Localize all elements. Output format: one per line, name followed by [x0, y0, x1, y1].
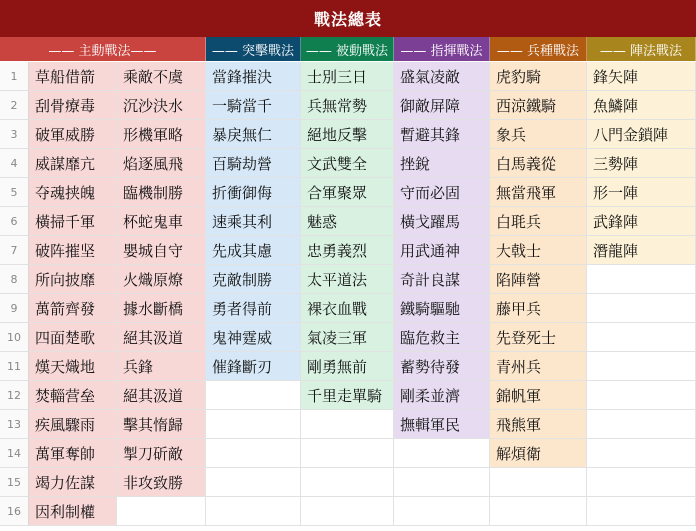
row-number[interactable]: 10 — [0, 323, 29, 352]
cell-assault[interactable]: 勇者得前 — [206, 294, 301, 323]
cell-assault[interactable] — [206, 381, 301, 410]
cell-troop[interactable]: 白毦兵 — [490, 207, 587, 236]
cell-troop[interactable] — [490, 468, 587, 497]
cell-command[interactable]: 用武通神 — [394, 236, 490, 265]
row-number[interactable]: 4 — [0, 149, 29, 178]
cell-formation[interactable]: 形一陣 — [587, 178, 696, 207]
cell-troop[interactable]: 飛熊軍 — [490, 410, 587, 439]
cell-main2[interactable]: 杯蛇鬼車 — [117, 207, 206, 236]
row-number[interactable]: 9 — [0, 294, 29, 323]
cell-main1[interactable]: 萬箭齊發 — [29, 294, 117, 323]
cell-assault[interactable]: 克敵制勝 — [206, 265, 301, 294]
row-number[interactable]: 8 — [0, 265, 29, 294]
cell-formation[interactable]: 八門金鎖陣 — [587, 120, 696, 149]
cell-main2[interactable]: 兵鋒 — [117, 352, 206, 381]
cell-formation[interactable]: 潛龍陣 — [587, 236, 696, 265]
cell-assault[interactable]: 先成其慮 — [206, 236, 301, 265]
cell-passive[interactable]: 氣凌三軍 — [301, 323, 394, 352]
cell-assault[interactable] — [206, 468, 301, 497]
cell-command[interactable]: 蓄勢待發 — [394, 352, 490, 381]
cell-passive[interactable]: 太平道法 — [301, 265, 394, 294]
cell-main1[interactable]: 焚輜营垒 — [29, 381, 117, 410]
cell-troop[interactable]: 解煩衛 — [490, 439, 587, 468]
cell-troop[interactable]: 大戟士 — [490, 236, 587, 265]
cell-main2[interactable]: 臨機制勝 — [117, 178, 206, 207]
cell-main2[interactable]: 絕其汲道 — [117, 323, 206, 352]
cell-formation[interactable] — [587, 323, 696, 352]
cell-formation[interactable]: 魚鱗陣 — [587, 91, 696, 120]
cell-formation[interactable] — [587, 381, 696, 410]
cell-assault[interactable]: 當鋒摧決 — [206, 62, 301, 91]
cell-main2[interactable]: 據水斷橋 — [117, 294, 206, 323]
cell-main2[interactable]: 非攻致勝 — [117, 468, 206, 497]
cell-assault[interactable]: 暴戾無仁 — [206, 120, 301, 149]
cell-main2[interactable]: 掣刀斫敵 — [117, 439, 206, 468]
header-command[interactable]: —— 指揮戰法 — [394, 37, 490, 61]
cell-command[interactable] — [394, 497, 490, 526]
cell-passive[interactable]: 士別三日 — [301, 62, 394, 91]
row-number[interactable]: 11 — [0, 352, 29, 381]
cell-main1[interactable]: 因利制權 — [29, 497, 117, 526]
cell-main2[interactable] — [117, 497, 206, 526]
cell-main2[interactable]: 嬰城自守 — [117, 236, 206, 265]
cell-command[interactable]: 剛柔並濟 — [394, 381, 490, 410]
cell-passive[interactable]: 千里走單騎 — [301, 381, 394, 410]
cell-command[interactable]: 挫銳 — [394, 149, 490, 178]
cell-main1[interactable]: 橫掃千軍 — [29, 207, 117, 236]
row-number[interactable]: 2 — [0, 91, 29, 120]
row-number[interactable]: 14 — [0, 439, 29, 468]
cell-troop[interactable]: 陷陣營 — [490, 265, 587, 294]
cell-main2[interactable]: 乘敵不虞 — [117, 62, 206, 91]
cell-passive[interactable]: 合軍聚眾 — [301, 178, 394, 207]
cell-troop[interactable]: 白馬義從 — [490, 149, 587, 178]
cell-command[interactable]: 橫戈躍馬 — [394, 207, 490, 236]
row-number[interactable]: 7 — [0, 236, 29, 265]
cell-main2[interactable]: 焰逐風飛 — [117, 149, 206, 178]
row-number[interactable]: 16 — [0, 497, 29, 526]
cell-main1[interactable]: 夺魂挟魄 — [29, 178, 117, 207]
cell-formation[interactable]: 武鋒陣 — [587, 207, 696, 236]
cell-formation[interactable] — [587, 410, 696, 439]
cell-main2[interactable]: 形機軍略 — [117, 120, 206, 149]
cell-main1[interactable]: 破阵摧坚 — [29, 236, 117, 265]
cell-formation[interactable] — [587, 265, 696, 294]
cell-assault[interactable] — [206, 439, 301, 468]
cell-passive[interactable] — [301, 439, 394, 468]
cell-troop[interactable]: 無當飛軍 — [490, 178, 587, 207]
cell-passive[interactable] — [301, 468, 394, 497]
cell-main1[interactable]: 刮骨療毒 — [29, 91, 117, 120]
header-assault[interactable]: —— 突擊戰法 — [206, 37, 301, 61]
row-number[interactable]: 13 — [0, 410, 29, 439]
cell-passive[interactable]: 忠勇義烈 — [301, 236, 394, 265]
cell-command[interactable] — [394, 439, 490, 468]
row-number[interactable]: 3 — [0, 120, 29, 149]
header-passive[interactable]: —— 被動戰法 — [301, 37, 394, 61]
cell-assault[interactable] — [206, 410, 301, 439]
cell-main1[interactable]: 萬軍奪帥 — [29, 439, 117, 468]
cell-troop[interactable]: 西涼鐵騎 — [490, 91, 587, 120]
cell-main1[interactable]: 草船借箭 — [29, 62, 117, 91]
cell-main1[interactable]: 熯天熾地 — [29, 352, 117, 381]
cell-command[interactable]: 盛氣凌敵 — [394, 62, 490, 91]
cell-main2[interactable]: 絕其汲道 — [117, 381, 206, 410]
row-number[interactable]: 12 — [0, 381, 29, 410]
cell-passive[interactable] — [301, 410, 394, 439]
cell-formation[interactable]: 鋒矢陣 — [587, 62, 696, 91]
sheet-title: 戰法總表 — [0, 0, 696, 37]
cell-main2[interactable]: 擊其惰歸 — [117, 410, 206, 439]
cell-command[interactable]: 守而必固 — [394, 178, 490, 207]
cell-main2[interactable]: 沉沙決水 — [117, 91, 206, 120]
cell-formation[interactable] — [587, 294, 696, 323]
cell-command[interactable]: 臨危救主 — [394, 323, 490, 352]
cell-formation[interactable]: 三勢陣 — [587, 149, 696, 178]
cell-passive[interactable] — [301, 497, 394, 526]
cell-command[interactable]: 鐵騎驅馳 — [394, 294, 490, 323]
row-number[interactable]: 6 — [0, 207, 29, 236]
cell-formation[interactable] — [587, 352, 696, 381]
cell-assault[interactable]: 百騎劫營 — [206, 149, 301, 178]
cell-troop[interactable]: 先登死士 — [490, 323, 587, 352]
row-number[interactable]: 15 — [0, 468, 29, 497]
row-number[interactable]: 1 — [0, 62, 29, 91]
cell-main1[interactable]: 四面楚歌 — [29, 323, 117, 352]
cell-passive[interactable]: 文武雙全 — [301, 149, 394, 178]
cell-passive[interactable]: 剛勇無前 — [301, 352, 394, 381]
header-main1[interactable]: —— 主動戰法—— — [0, 37, 206, 61]
cell-main1[interactable]: 疾風驟雨 — [29, 410, 117, 439]
cell-passive[interactable]: 裸衣血戰 — [301, 294, 394, 323]
cell-troop[interactable]: 青州兵 — [490, 352, 587, 381]
cell-troop[interactable]: 藤甲兵 — [490, 294, 587, 323]
cell-troop[interactable]: 象兵 — [490, 120, 587, 149]
cell-troop[interactable]: 錦帆軍 — [490, 381, 587, 410]
cell-assault[interactable]: 鬼神霆威 — [206, 323, 301, 352]
row-number[interactable]: 5 — [0, 178, 29, 207]
cell-command[interactable]: 撫輯軍民 — [394, 410, 490, 439]
header-troop[interactable]: —— 兵種戰法 — [490, 37, 587, 61]
cell-assault[interactable]: 一騎當千 — [206, 91, 301, 120]
cell-main1[interactable]: 竭力佐謀 — [29, 468, 117, 497]
cell-troop[interactable] — [490, 497, 587, 526]
cell-main1[interactable]: 威謀靡亢 — [29, 149, 117, 178]
cell-main2[interactable]: 火熾原燎 — [117, 265, 206, 294]
cell-command[interactable]: 暫避其鋒 — [394, 120, 490, 149]
cell-assault[interactable]: 速乘其利 — [206, 207, 301, 236]
cell-troop[interactable]: 虎豹騎 — [490, 62, 587, 91]
cell-assault[interactable]: 折衝御侮 — [206, 178, 301, 207]
cell-formation[interactable] — [587, 439, 696, 468]
header-formation[interactable]: —— 陣法戰法 — [587, 37, 696, 61]
cell-assault[interactable] — [206, 497, 301, 526]
cell-formation[interactable] — [587, 497, 696, 526]
cell-command[interactable]: 奇計良謀 — [394, 265, 490, 294]
cell-main1[interactable]: 破軍威勝 — [29, 120, 117, 149]
cell-command[interactable]: 御敵屏障 — [394, 91, 490, 120]
cell-passive[interactable]: 魅惑 — [301, 207, 394, 236]
cell-main1[interactable]: 所向披靡 — [29, 265, 117, 294]
cell-formation[interactable] — [587, 468, 696, 497]
cell-passive[interactable]: 兵無常勢 — [301, 91, 394, 120]
cell-passive[interactable]: 絕地反擊 — [301, 120, 394, 149]
cell-command[interactable] — [394, 468, 490, 497]
cell-assault[interactable]: 催鋒斷刃 — [206, 352, 301, 381]
